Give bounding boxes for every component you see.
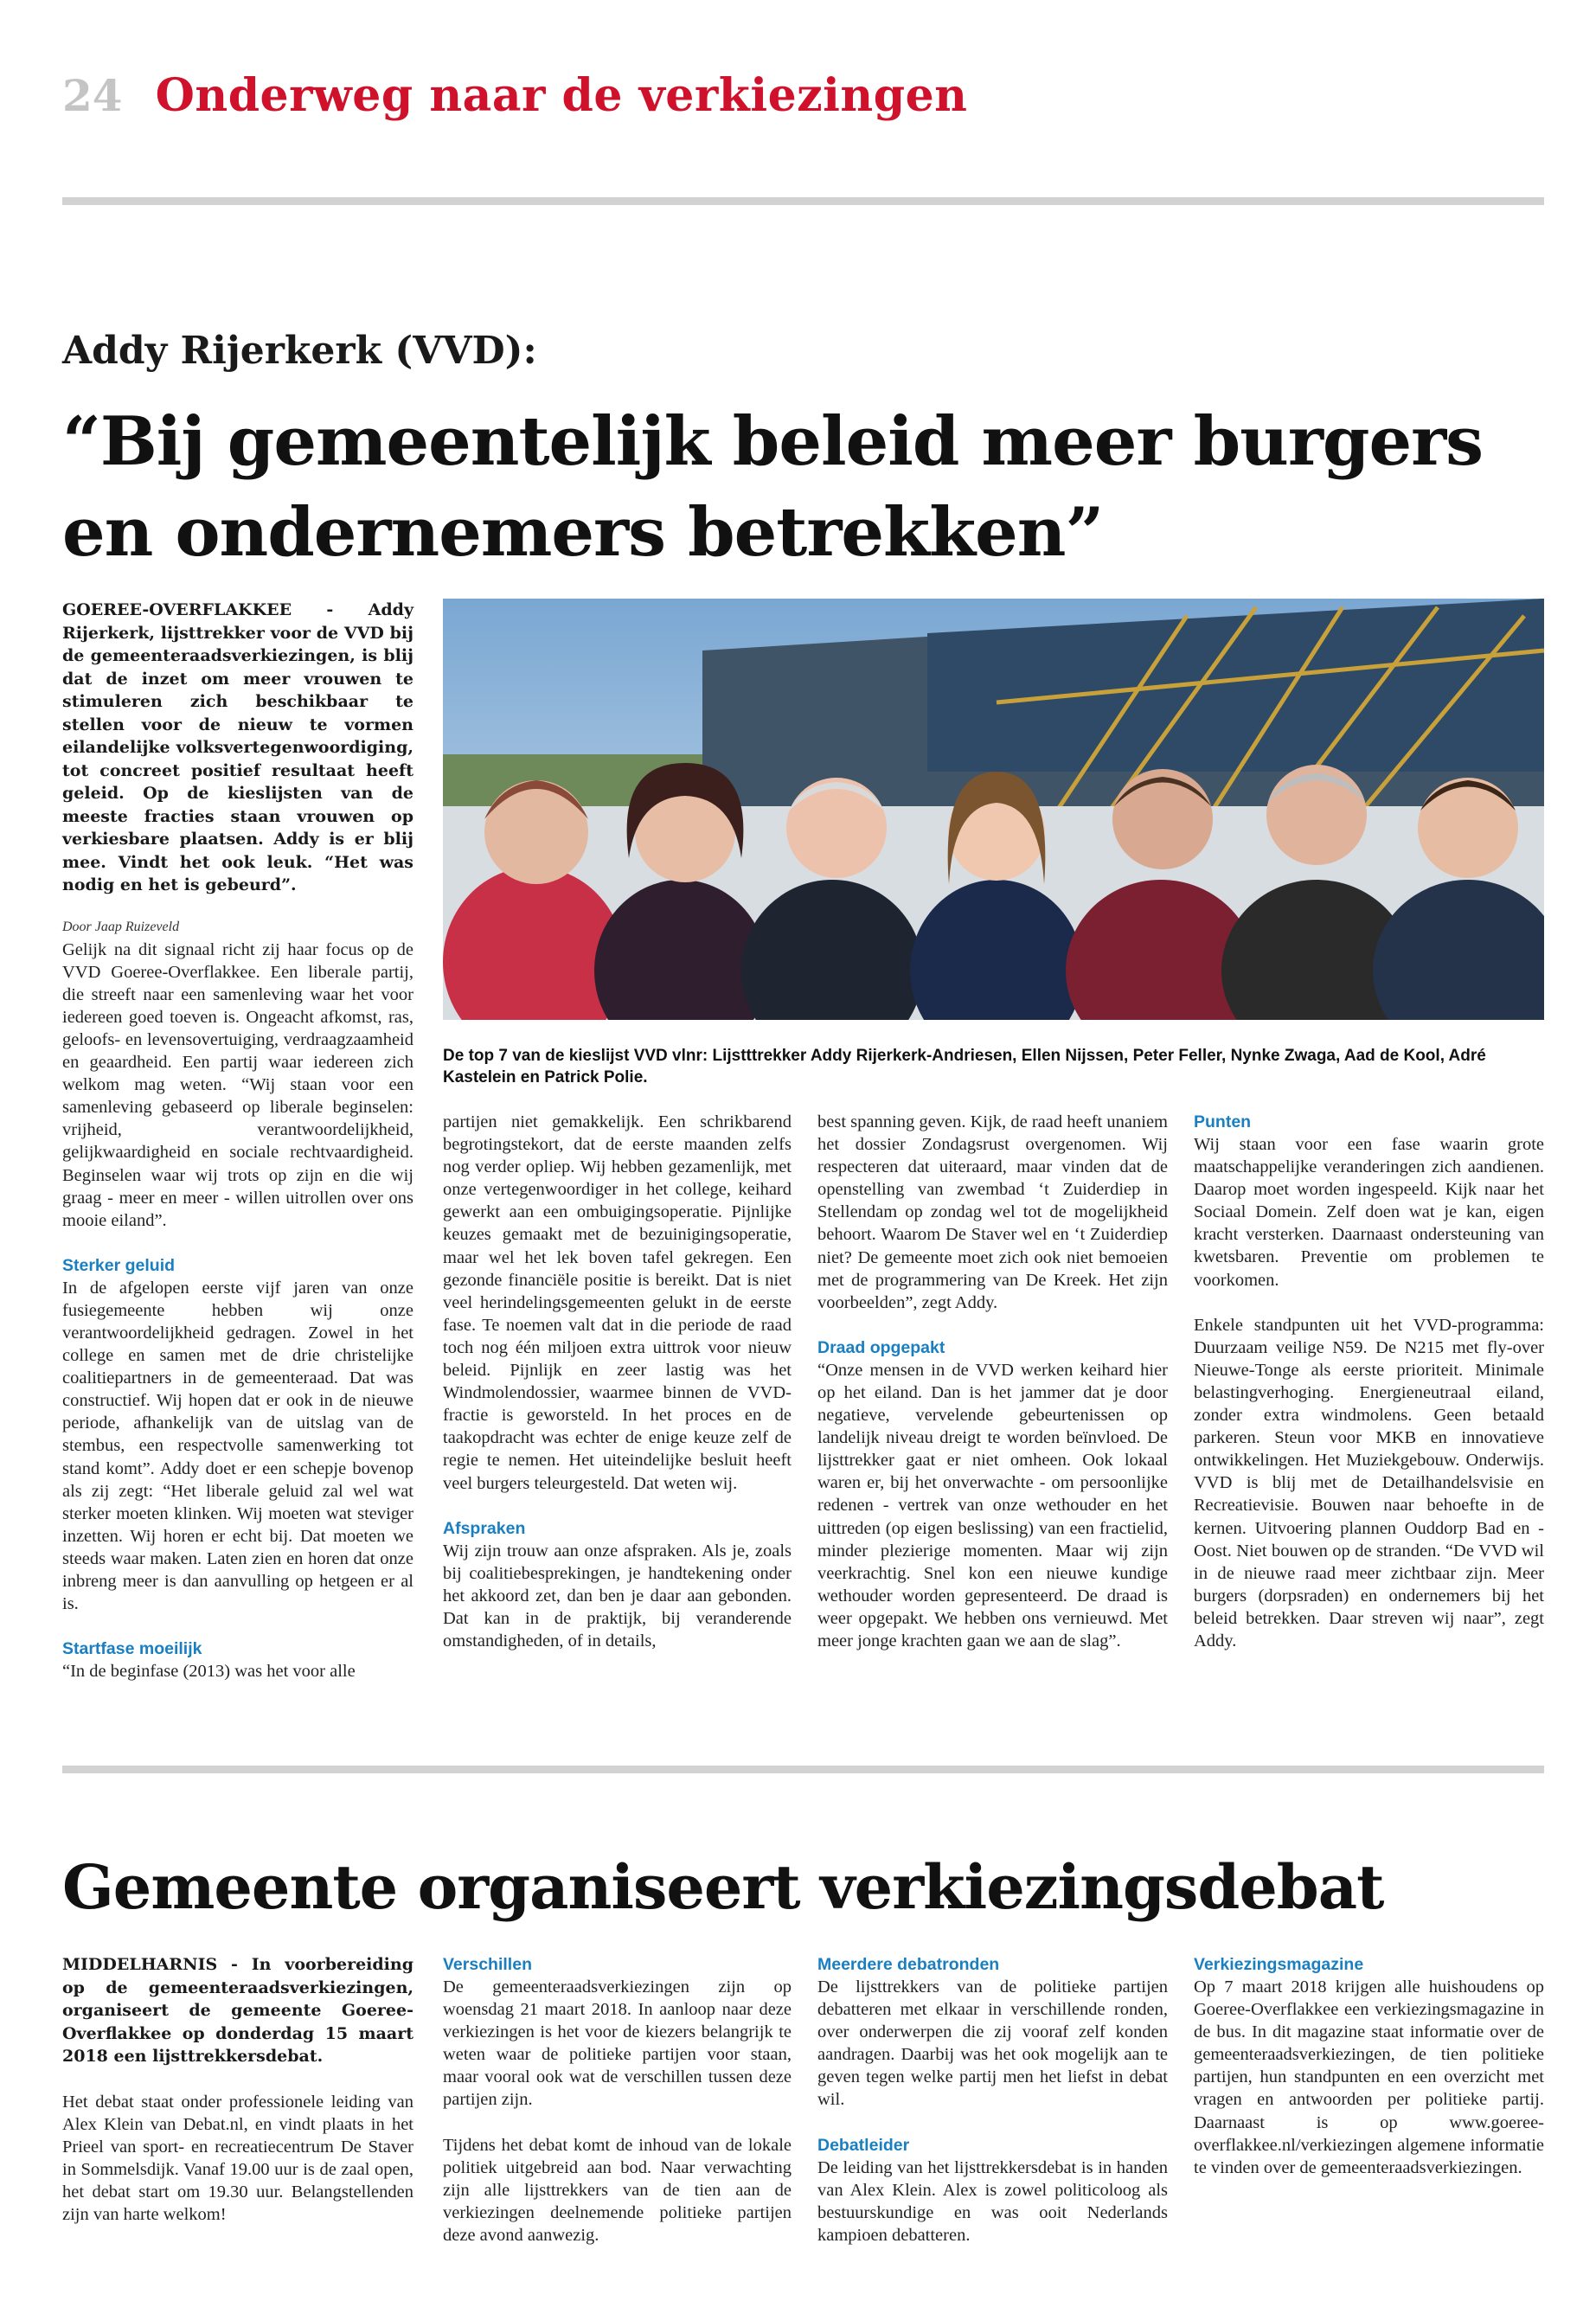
section-title: Onderweg naar de verkiezingen (155, 69, 968, 122)
article1-column-4 (1194, 1111, 1544, 1652)
article1-paragraph: In de afgelopen eerste vijf jaren van onze fusiegemeente hebben wij onze verantwoordelijkheid gedragen. Zowel in het college en samen met de drie christelijke coalitiepartners in de gemeenteraad. Dat was constructief. Wij hopen dat er ook in de nieuwe periode, afhankelijk van de uitslag van de stembus, een respectvolle samenwerking tot stand komt”. Addy doet er een schepje bovenop als zij zegt: “Het liberale geluid zal wel wat sterker moeten klinken. Wij moeten wat steviger inzetten. Wij horen er echt bij. Dat moeten we steeds waar maken. Laten zien en horen dat onze inbreng meer is dan aanvulling op hetgeen er al is. (62, 1278, 413, 1614)
article1-subheading-afspraken: Afspraken (443, 1518, 526, 1538)
section-divider (62, 1766, 1544, 1773)
group-photo (443, 599, 1544, 1020)
article1-kicker: Addy Rijerkerk (VVD): (62, 329, 537, 373)
article2-subheading-verkiezingsmagazine: Verkiezingsmagazine (1194, 1955, 1364, 1974)
article1-lead: GOEREE-OVERFLAKKEE - Addy Rijerkerk, lijsttrekker voor de VVD bij de gemeenteraadsverkiezingen, is blij dat de inzet om meer vrouwen te stimuleren zich beschikbaar te stellen voor de nieuw te vormen eilandelijke volksvertegenwoordiging, tot concreet positief resultaat heeft geleid. Op de kieslijsten van de meeste fracties staan vrouwen op verkiesbare plaatsen. Addy is er blij mee. Vindt het ook leuk. “Het was nodig en het is gebeurd”. (62, 600, 413, 894)
top-divider (62, 197, 1544, 205)
article2-paragraph: De lijsttrekkers van de politieke partijen debatteren met elkaar in verschillende ronden, over onderwerpen die zij vooraf zelf konden aandragen. Daarbij was het ook mogelijk aan te geven tegen welke partij men het liefst in debat wil. (817, 1977, 1168, 2110)
article1-subheading-startfase: Startfase moeilijk (62, 1639, 202, 1659)
article1-subheading-draad-opgepakt: Draad opgepakt (817, 1337, 945, 1357)
article1-paragraph: “In de beginfase (2013) was het voor alle (62, 1662, 356, 1682)
article2-subheading-verschillen: Verschillen (443, 1955, 532, 1974)
article2-subheading-debatronden: Meerdere debatronden (817, 1955, 1000, 1974)
article2-paragraph: Op 7 maart 2018 krijgen alle huishoudens op Goeree-Overflakkee een verkiezingsmagazine in de bus. In dit magazine staat informatie over de gemeenteraadsverkiezingen, de tien politieke partijen, hun standpunten en een overzicht met vragen en antwoorden per politieke partij. Daarnaast is op www.goeree-overflakkee.nl/verkiezingen algemene informatie te vinden over de gemeenteraadsverkiezingen. (1194, 1977, 1544, 2177)
article2-headline: Gemeente organiseert verkiezingsdebat (62, 1851, 1384, 1923)
article2-column-4 (1194, 1953, 1544, 2179)
page-header (62, 69, 968, 130)
article1-paragraph: Gelijk na dit signaal richt zij haar focus op de VVD Goeree-Overflakkee. Een liberale partij, die streeft naar een samenleving waar het voor iedereen goed toeven is. Ongeacht afkomst, ras, geloofs- en levensovertuiging, verdraagzaamheid en geaardheid. Een partij waar iedereen zich welkom mag weten. “Wij staan voor een samenleving gebaseerd op liberale beginselen: vrijheid, verantwoordelijkheid, gelijkwaardigheid en sociale rechtvaardigheid. Beginselen waar wij trots op zijn en die wij graag - meer en meer - willen uitrollen over ons mooie eiland”. (62, 939, 413, 1230)
article1-headline: “Bij gemeentelijk beleid meer burgers en ondernemers betrekken” (62, 402, 1484, 572)
article2-paragraph: Tijdens het debat komt de inhoud van de lokale politiek uitgebreid aan bod. Naar verwachting zijn alle lijsttrekkers van de tien aan de verkiezingen deelnemende politieke partijen deze avond aanwezig. (443, 2135, 792, 2245)
article1-column-3 (817, 1111, 1168, 1652)
article2-column-2 (443, 1953, 792, 2247)
article1-paragraph: Enkele standpunten uit het VVD-programma: Duurzaam veilige N59. De N215 met fly-over Nieuwe-Tonge als eerste prioriteit. Minimale belastingverhoging. Energieneutraal eiland, zonder extra windmolens. Geen betaald parkeren. Steun voor MKB en innovatieve ontwikkelingen. Het Muziekgebouw. Onderwijs. VVD is blij met de Detailhandelsvisie en Recreatievisie. Bouwen naar behoefte in de kernen. Uitvoering plannen Ouddorp Bad en -Oost. Niet bouwen op de stranden. “De VVD wil in de nieuwe raad meer zichtbaar zijn. Meer burgers (dorpsraden) en ondernemers bij het beleid betrekken. Daar streven wij naar”, zegt Addy. (1194, 1315, 1544, 1650)
article1-paragraph: partijen niet gemakkelijk. Een schrikbarend begrotingstekort, dat de eerste maanden zelfs nog verder opliep. Wij hebben gezamenlijk, met onze vertegenwoordiger in het college, keihard gewerkt aan een ombuigingsoperatie. Pijnlijke keuzes gemaakt met de bezuinigingsoperatie, maar wel het lek boven tafel gekregen. Een gezonde financiële positie is bereikt. Dat is niet veel herindelingsgemeenten gelukt in de eerste fase. Te noemen valt dat in die periode de raad toch nog één miljoen extra uittrok voor nieuw beleid. Pijnlijk en zeer lastig was het Windmolendossier, waarmee binnen de VVD-fractie is geworsteld. In het proces en de taakopdracht was echter de enige keuze zelf de regie te nemen. Het uiteindelijke besluit heeft veel burgers teleurgesteld. Dat weten wij. (443, 1112, 792, 1493)
article1-column-1 (62, 599, 413, 1682)
article1-subheading-sterker-geluid: Sterker geluid (62, 1255, 176, 1275)
article1-paragraph: Wij zijn trouw aan onze afspraken. Als je, zoals bij coalitiebesprekingen, je handtekening onder het akkoord zet, dan ben je daar aan gebonden. Dat kan in de praktijk, bij veranderende omstandigheden, of in details, (443, 1541, 792, 1650)
photo-caption: De top 7 van de kieslijst VVD vlnr: Lijstttrekker Addy Rijerkerk-Andriesen, Ellen Nijssen, Peter Feller, Nynke Zwaga, Aad de Kool, Adré Kastelein en Patrick Polie. (443, 1047, 1486, 1086)
article2-lead: MIDDELHARNIS - In voorbereiding op de gemeenteraadsverkiezingen, organiseert de gemeente Goeree-Overflakkee op donderdag 15 maart 2018 een lijsttrekkersdebat. (62, 1955, 413, 2066)
article2-subheading-debatleider: Debatleider (817, 2135, 910, 2155)
article2-paragraph: Het debat staat onder professionele leiding van Alex Klein van Debat.nl, en vindt plaats in het Prieel van sport- en recreatiecentrum De Staver in Sommelsdijk. Vanaf 19.00 uur is de zaal open, het debat start om 19.30 uur. Belangstellenden zijn van harte welkom! (62, 2092, 413, 2224)
article1-paragraph: “Onze mensen in de VVD werken keihard hier op het eiland. Dan is het jammer dat je door negatieve, vervelende gebeurtenissen op landelijk niveau dreigt te worden beïnvloed. De lijsttrekker gaat er niet omheen. Ook lokaal waren er, bij het onverwachte - om persoonlijke redenen - vertrek van onze wethouder en het uittreden (op eigen beslissing) van een fractielid, minder plezierige momenten. Maar wij zijn veerkrachtig. Snel kon een nieuwe kundige wethouder worden gepresenteerd. De draad is weer opgepakt. We hebben ons vernieuwd. Met meer jonge krachten gaan we aan de slag”. (817, 1360, 1168, 1650)
article2-column-3 (817, 1953, 1168, 2247)
article1-subheading-punten: Punten (1194, 1112, 1252, 1131)
article2-column-1 (62, 1953, 413, 2226)
article1-paragraph: best spanning geven. Kijk, de raad heeft unaniem het dossier Zondagsrust overgenomen. Wij respecteren dat uiteraard, maar vinden dat de openstelling van zwembad ‘t Zuiderdiep in Stellendam op zondag wel tot de mogelijkheid behoort. Waarom De Staver wel en ‘t Zuiderdiep niet? De gemeente moet zich ook niet bemoeien met de programmering van De Kreek. Het zijn voorbeelden”, zegt Addy. (817, 1112, 1168, 1312)
article1-byline: Door Jaap Ruizeveld (62, 919, 180, 934)
page-number: 24 (62, 70, 123, 121)
article2-paragraph: De leiding van het lijsttrekkersdebat is in handen van Alex Klein. Alex is zowel politicoloog als bestuurskundige en was ooit Nederlands kampioen debatteren. (817, 2157, 1168, 2245)
article1-paragraph: Wij staan voor een fase waarin grote maatschappelijke veranderingen zich aandienen. Daarop moet worden ingespeeld. Kijk naar het Sociaal Domein. Zelf doen wat je kan, eigen kracht versterken. Daarnaast ondersteuning van kwetsbaren. Preventie om problemen te voorkomen. (1194, 1135, 1544, 1290)
article2-paragraph: De gemeenteraadsverkiezingen zijn op woensdag 21 maart 2018. In aanloop naar deze verkiezingen is het voor de kiezers belangrijk te weten waar de politieke partijen voor staan, maar vooral ook wat de verschillen tussen deze partijen zijn. (443, 1977, 792, 2110)
article1-column-2 (443, 1111, 792, 1652)
